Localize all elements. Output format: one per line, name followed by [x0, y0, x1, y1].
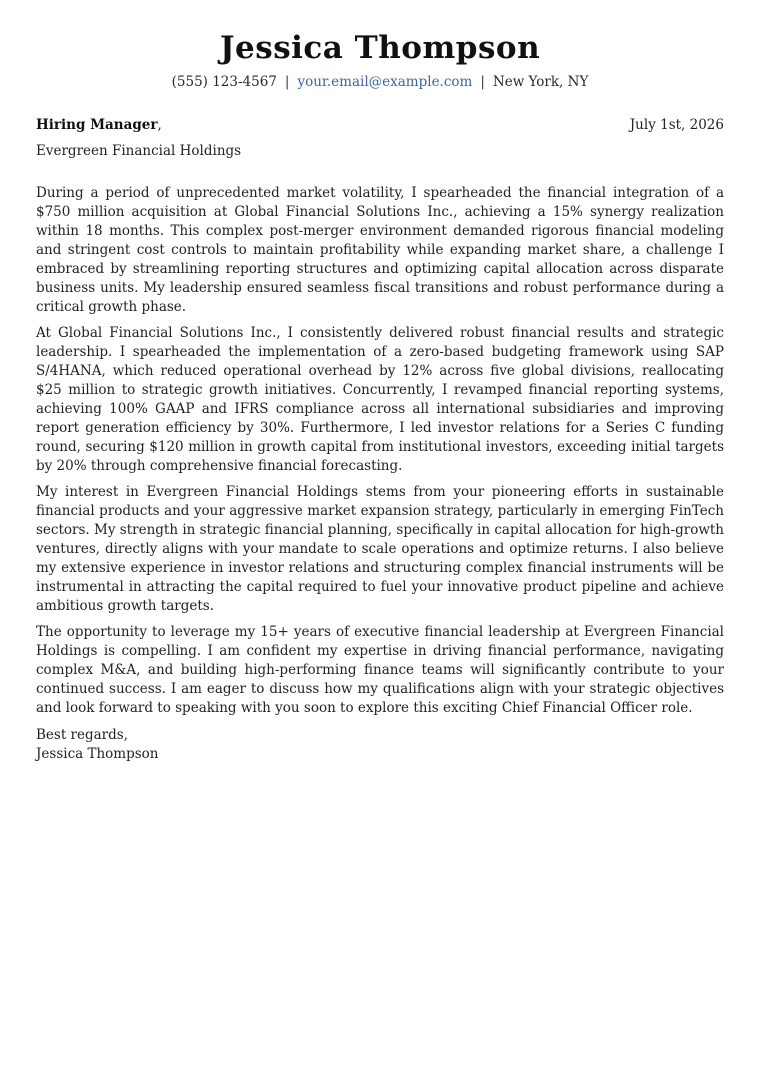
contact-separator: | — [480, 74, 485, 90]
body-paragraph: My interest in Evergreen Financial Holdings stems from your pioneering efforts in sustainable financial products and your aggressive market expansion strategy, particularly in emerging FinTech sectors. My strength in strategic financial planning, specifically in capital allocation for high-growth ventures, directly aligns with your mandate to scale operations and optimize returns. I also believe my extensive experience in investor relations and structuring complex financial instruments will be instrumental in attracting the capital required to fuel your innovative product pipeline and achieve ambitious growth targets. — [36, 484, 724, 614]
letter-body — [36, 184, 724, 718]
applicant-name: Jessica Thompson — [219, 30, 541, 66]
body-paragraph: During a period of unprecedented market volatility, I spearheaded the financial integration of a $750 million acquisition at Global Financial Solutions Inc., achieving a 15% synergy realization within 18 months. This complex post-merger environment demanded rigorous financial modeling and stringent cost controls to maintain profitability while expanding market share, a challenge I embraced by streamlining reporting structures and optimizing capital allocation across disparate business units. My leadership ensured seamless fiscal transitions and robust performance during a critical growth phase. — [36, 185, 724, 315]
body-paragraph: The opportunity to leverage my 15+ years of executive financial leadership at Evergreen Financial Holdings is compelling. I am confident my expertise in driving financial performance, navigating complex M&A, and building high-performing finance teams will significantly contribute to your continued success. I am eager to discuss how my qualifications align with your strategic objectives and look forward to speaking with you soon to explore this exciting Chief Financial Officer role. — [36, 624, 724, 716]
closing-signature: Jessica Thompson — [36, 746, 159, 762]
recipient-name: Hiring Manager — [36, 117, 158, 133]
letter-closing — [36, 726, 724, 764]
recipient-date-row — [36, 115, 724, 135]
closing-salutation: Best regards, — [36, 727, 129, 743]
letter-header — [36, 28, 724, 92]
recipient-company: Evergreen Financial Holdings — [36, 143, 242, 159]
body-paragraph: At Global Financial Solutions Inc., I consistently delivered robust financial results and strategic leadership. I spearheaded the implementation of a zero-based budgeting framework using SAP S/4HANA, which reduced operational overhead by 12% across five global divisions, reallocating $25 million to strategic growth initiatives. Concurrently, I revamped financial reporting systems, achieving 100% GAAP and IFRS compliance across all international subsidiaries and improving report generation efficiency by 30%. Furthermore, I led investor relations for a Series C funding round, securing $120 million in growth capital from institutional investors, exceeding initial targets by 20% through comprehensive financial forecasting. — [36, 325, 724, 474]
email-link[interactable]: your.email@example.com — [297, 74, 473, 90]
contact-line — [36, 72, 724, 92]
recipient-comma: , — [157, 117, 162, 133]
letter-date: July 1st, 2026 — [629, 117, 724, 133]
phone-number: (555) 123-4567 — [171, 74, 277, 90]
location: New York, NY — [492, 74, 589, 90]
recipient-line — [36, 115, 162, 135]
contact-separator: | — [284, 74, 290, 90]
